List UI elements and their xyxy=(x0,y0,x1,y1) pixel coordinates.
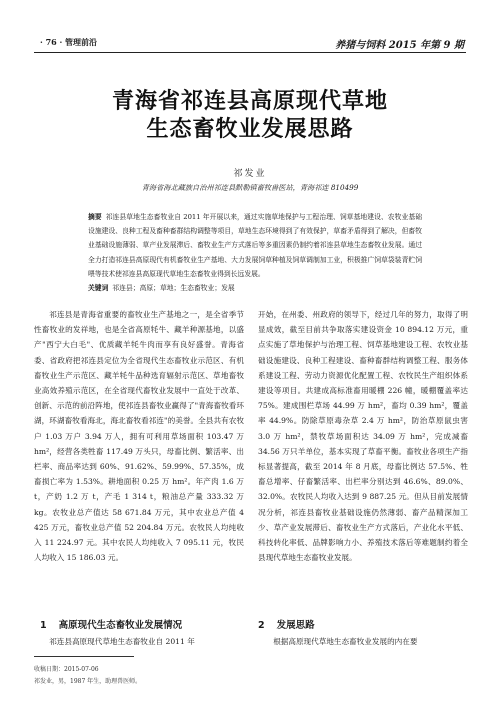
body-column-right xyxy=(258,307,468,565)
abstract-text: 祁连县草地生态畜牧业自 2011 年开展以来，通过实施草地保护与工程治理、饲草基地建设、农牧业基础设施建设、良种工程及畜种畜群结构调整等项目，草地生态环境得到了有效保护，草畜矛盾得到了解决，但畜牧业基础设施薄弱、草产业发展滞后、畜牧业生产方式落后等多重因素仍制约着祁连县草地生态畜牧业发展。通过全力打造祁连县高原现代有机畜牧业生产基地、大力发展饲草种植及饲草调制加工业，积极推广饲草袋装青贮饲喂等技术使祁连县高原现代草地生态畜牧业得到长远发展。 xyxy=(88,213,422,278)
section-1-body: 祁连县高原现代草地生态畜牧业自 2011 年 xyxy=(49,637,195,646)
section-heading-1 xyxy=(40,617,182,631)
section-heading-2 xyxy=(258,617,315,631)
section-number: 2 xyxy=(258,620,265,631)
footnote-author-bio: 祁发业，男，1987 年生，助理兽医师。 xyxy=(34,678,142,685)
footnote-rule xyxy=(34,656,134,657)
author-affiliation: 青海省海北藏族自治州祁连县默勒镇畜牧兽医站，青海祁连 810499 xyxy=(141,183,359,192)
section-title: 高原现代生态畜牧业发展情况 xyxy=(58,620,183,631)
abstract xyxy=(88,210,422,281)
body-paragraph: 开始，在州委、州政府的领导下，经过几年的努力，取得了明显成效，截至目前共争取落实建设资金 10 894.12 万元，重点实施了草地保护与治理工程、饲草基地建设工程、农牧业基础设施建设、良种工程建设、畜种畜群结构调整工程、服务体系建设工程、劳动力资源优化配置工程、农牧民生产组织体系建设等项目。共建成高标准畜用暖棚 226 幢，暖棚覆盖率达 75%。建成围栏草场 44.99 万 hm²，畜均 0.39 hm²，覆盖率 44.9%。防除草原毒杂草 2.4 万 hm²，防治草原鼠虫害 3.0 万 hm²，禁牧草场面积达 34.09 万 hm²，完成减畜 34.56 万只羊单位，基本实现了草畜平衡。畜牧业各项生产指标显著提高，截至 2014 年 8 月底，母畜比例达 57.5%、牲畜总增率、仔畜繁活率、出栏率分别达到 46.6%、89.0%、32.0%。农牧民人均收入达到 9 887.25 元。但从目前发展情况分析，祁连县畜牧业基础设施仍然薄弱、畜产品精深加工少、草产业发展滞后、畜牧业生产方式落后，产业化水平低、科技转化率低、品牌影响力小、养殖技术落后等难题制约着全县现代草地生态畜牧业发展。 xyxy=(258,310,468,563)
journal-issue-label: 养猪与饲料 2015 年第 9 期 xyxy=(335,40,464,51)
author-name: 祁发业 xyxy=(233,169,267,179)
section-2-body: 根据高原现代草地生态畜牧业发展的内在要 xyxy=(273,637,418,646)
body-paragraph: 祁连县是青海省重要的畜牧业生产基地之一，是全省季节性畜牧业的发祥地，也是全省高原牦牛、藏羊种源基地，以盛产"西宁大白毛"、优质藏羊牦牛肉而享有良好盛誉。青海省委、省政府把祁连县定位为全省现代生态畜牧业示范区、有机畜牧业生产示范区、藏羊牦牛品种选育辐射示范区、草地畜牧业高效养殖示范区，在全省现代畜牧业发展中一直处于改革、创新、示范的前沿阵地，使祁连县畜牧业赢得了"青海畜牧看环湖，环湖畜牧看海北，海北畜牧看祁连"的美誉。全县共有农牧户 1.03 万户 3.94 万人，拥有可利用草场面积 103.47 万 hm²，经营各类牲畜 117.49 万头只，母畜比例、繁活率、出栏率、商品率达到 60%、91.62%、59.99%、57.35%，成畜损亡率为 1.53%。耕地面积 0.25 万 hm²。年产肉 1.6 万 t，产奶 1.2 万 t，产毛 1 314 t，粮油总产量 333.32 万 kg。农牧业总产值达 58 671.84 万元，其中农业总产值 4 425 万元，畜牧业总产值 52 204.84 万元。农牧民人均纯收入 11 224.97 元。其中农民人均纯收入 7 095.11 元，牧民人均收入 15 186.03 元。 xyxy=(34,310,244,563)
article-title-line1: 青海省祁连县高原现代草地 xyxy=(111,89,388,114)
article-title-line2: 生态畜牧业发展思路 xyxy=(146,117,354,142)
keywords-label: 关键词 xyxy=(88,284,109,292)
header-rule xyxy=(34,52,466,53)
journal-page-label: · 76 · 管理前沿 xyxy=(40,37,98,47)
keywords xyxy=(88,282,422,292)
footnote-received-date: 收稿日期：2015-07-06 xyxy=(34,666,99,673)
body-column-left xyxy=(34,307,244,565)
section-number: 1 xyxy=(40,620,47,631)
keywords-text: 祁连县；高原；草地；生态畜牧业；发展 xyxy=(112,284,235,292)
section-title: 发展思路 xyxy=(276,620,315,631)
abstract-label: 摘要 xyxy=(88,213,102,221)
